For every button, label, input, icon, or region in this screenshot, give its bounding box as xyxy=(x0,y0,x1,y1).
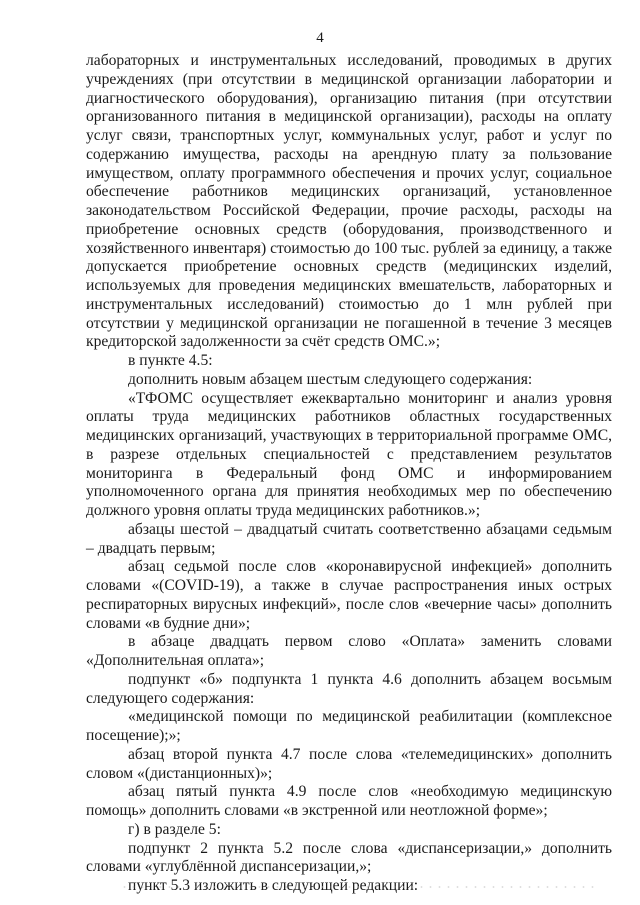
paragraph-item-4-7: абзац второй пункта 4.7 после слова «телемедицинских» дополнить словом «(дистанционных)»; xyxy=(86,745,612,782)
paragraph-item-5-2: подпункт 2 пункта 5.2 после слова «диспансеризации,» дополнить словами «углублённой диспансеризации,»; xyxy=(86,839,612,876)
paragraph-continuation: лабораторных и инструментальных исследований, проводимых в других учреждениях (при отсутствии в медицинской организации лаборатории и диагностического оборудования), организацию питания (при отсутствии организованного питания в медицинской организации), расходы на оплату услуг связи, транспортных услуг, коммунальных услуг, работ и услуг по содержанию имущества, расходы на арендную плату за пользование имуществом, оплату программного обеспечения и прочих услуг, социальное обеспечение работников медицинских организаций, установленное законодательством Российской Федерации, прочие расходы, расходы на приобретение основных средств (оборудования, производственного и хозяйственного инвентаря) стоимостью до 100 тыс. рублей за единицу, а также допускается приобретение основных средств (медицинских изделий, используемых для проведения медицинских вмешательств, лабораторных и инструментальных исследований) стоимостью до 1 млн рублей при отсутствии у медицинской организации не погашенной в течение 3 месяцев кредиторской задолженности за счёт средств ОМС.»; xyxy=(86,52,612,351)
paragraph-tfoms-quote: «ТФОМС осуществляет ежеквартально мониторинг и анализ уровня оплаты труда медицинских работников областных государственных медицинских организаций, участвующих в территориальной программе ОМС, в разрезе отдельных специальностей с представлением результатов мониторинга в Федеральный фонд ОМС и информированием уполномоченного органа для принятия необходимых мер по обеспечению должного уровня оплаты труда медицинских работников.»; xyxy=(86,389,612,519)
paragraph-section-5: г) в разделе 5: xyxy=(128,820,221,838)
paragraph-item-5-3: пункт 5.3 изложить в следующей редакции: xyxy=(128,877,419,894)
page-number: 4 xyxy=(316,30,324,46)
paragraph-item-4-9: абзац пятый пункта 4.9 после слов «необходимую медицинскую помощь» дополнить словами «в экстренной или неотложной форме»; xyxy=(86,783,612,819)
document-body xyxy=(86,52,612,896)
paragraph-add-sixth: дополнить новым абзацем шестым следующего содержания: xyxy=(128,370,533,388)
paragraph-renumber: абзацы шестой – двадцатый считать соответственно абзацами седьмым – двадцать первым; xyxy=(86,520,612,557)
paragraph-seventh-amend: абзац седьмой после слов «коронавирусной инфекцией» дополнить словами «(COVID-19), а также в случае распространения иных острых респираторных вирусных инфекций», после слов «вечерние часы» дополнить словами «в будние дни»; xyxy=(86,558,612,632)
paragraph-item-4-5: в пункте 4.5: xyxy=(128,352,213,369)
paragraph-item-4-6: подпункт «б» подпункта 1 пункта 4.6 дополнить абзацем восьмым следующего содержания: xyxy=(86,670,612,707)
paragraph-rehab-quote: «медицинской помощи по медицинской реабилитации (комплексное посещение);»; xyxy=(86,708,612,744)
paragraph-twenty-first: в абзаце двадцать первом слово «Оплата» заменить словами «Дополнительная оплата»; xyxy=(86,633,612,669)
scan-artifact xyxy=(120,885,600,889)
